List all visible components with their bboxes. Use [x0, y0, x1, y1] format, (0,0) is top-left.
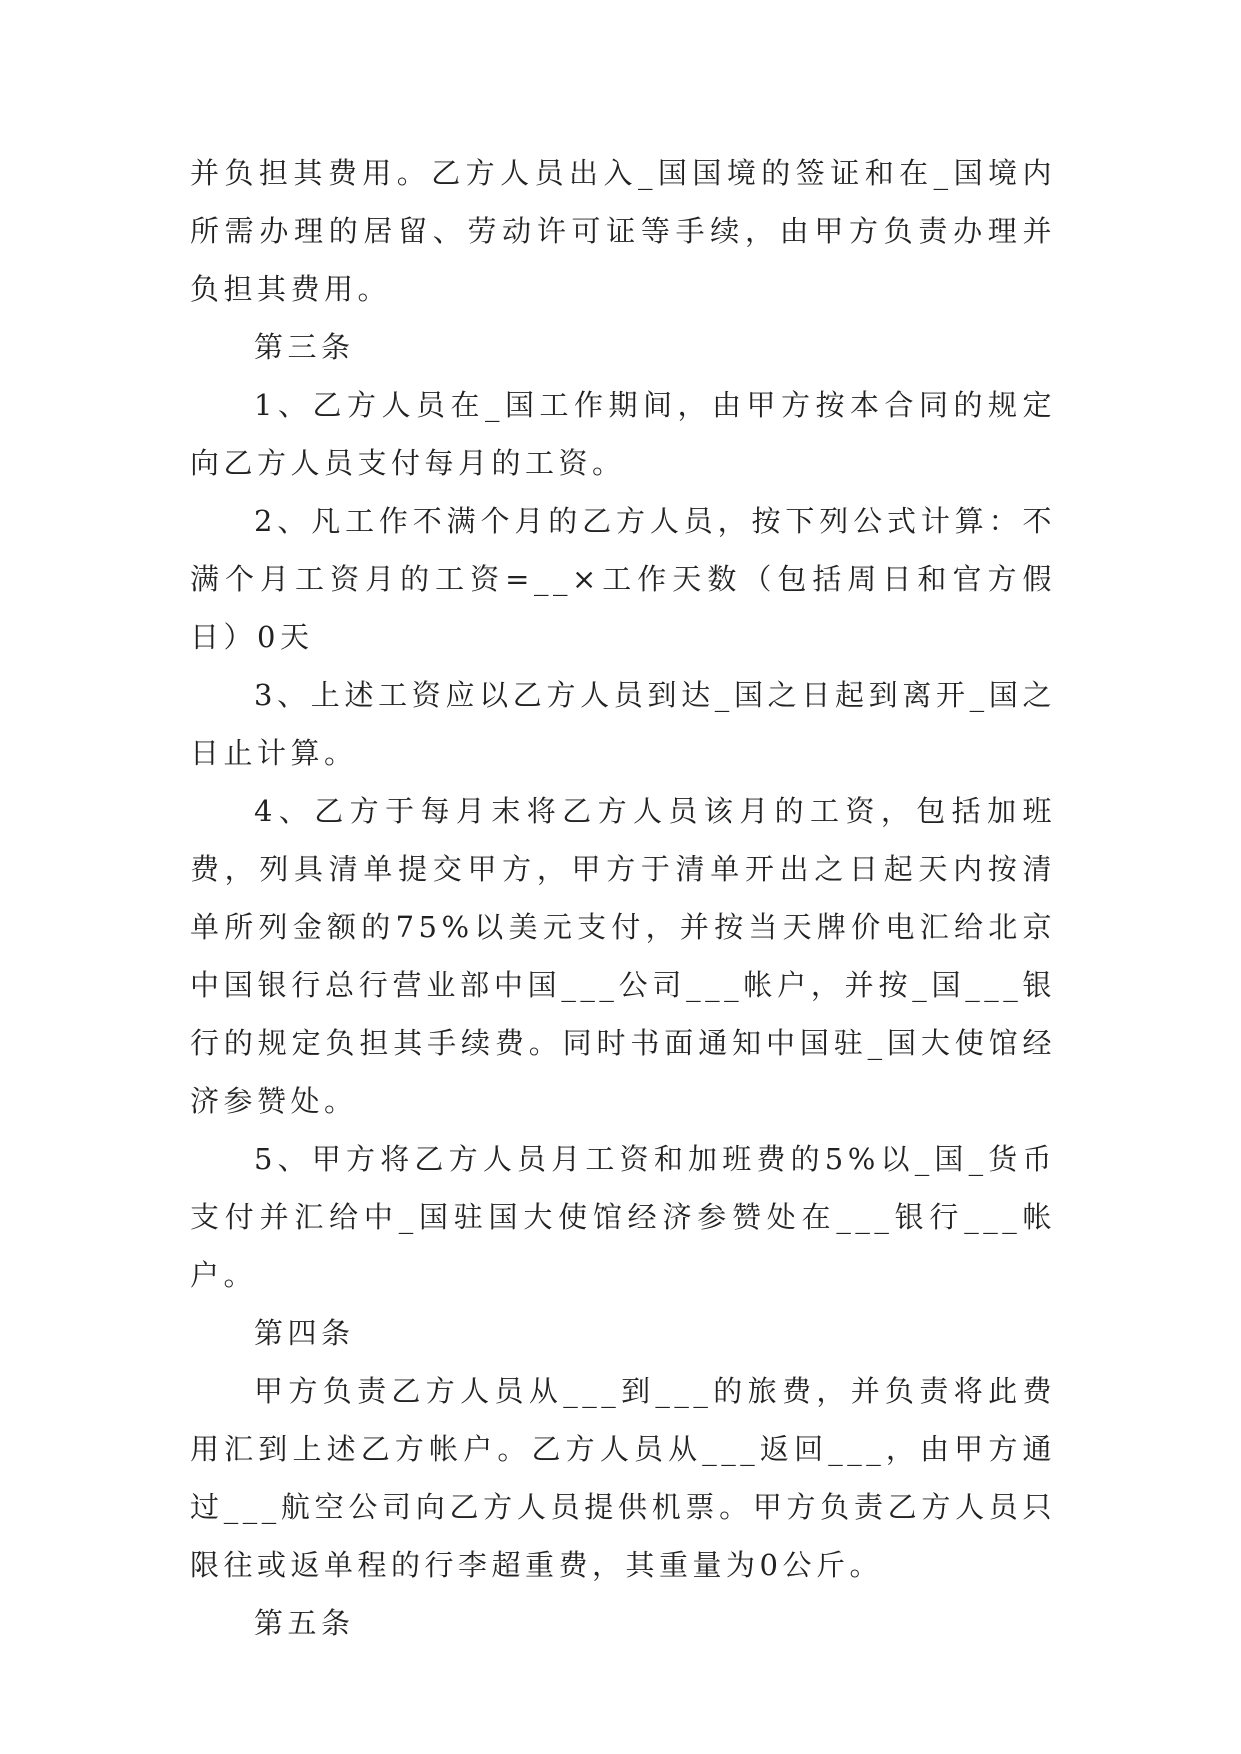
- article-4-heading: 第四条: [254, 1316, 355, 1350]
- article-3-clause-1: 1、乙方人员在_国工作期间，由甲方按本合同的规定向乙方人员支付每月的工资。: [190, 388, 1056, 480]
- article-5-heading: 第五条: [254, 1606, 355, 1640]
- article-4-body: 甲方负责乙方人员从___到___的旅费，并负责将此费用汇到上述乙方帐户。乙方人员从___返回___，由甲方通过___航空公司向乙方人员提供机票。甲方负责乙方人员只限往或返单程的行李超重费，其重量为0公斤。: [190, 1374, 1056, 1582]
- article-3-clause-5: 5、甲方将乙方人员月工资和加班费的5%以_国_货币支付并汇给中_国驻国大使馆经济参赞处在___银行___帐户。: [190, 1142, 1056, 1292]
- article-3-heading: 第三条: [254, 330, 355, 364]
- paragraph-visa-fees: 并负担其费用。乙方人员出入_国国境的签证和在_国境内所需办理的居留、劳动许可证等手续，由甲方负责办理并负担其费用。: [190, 156, 1056, 306]
- document-body: [190, 144, 1056, 1652]
- article-3-clause-4: 4、乙方于每月末将乙方人员该月的工资，包括加班费，列具清单提交甲方，甲方于清单开出之日起天内按清单所列金额的75%以美元支付，并按当天牌价电汇给北京中国银行总行营业部中国___公司___帐户，并按_国___银行的规定负担其手续费。同时书面通知中国驻_国大使馆经济参赞处。: [190, 794, 1056, 1118]
- article-3-clause-3: 3、上述工资应以乙方人员到达_国之日起到离开_国之日止计算。: [190, 678, 1056, 770]
- article-3-clause-2: 2、凡工作不满个月的乙方人员，按下列公式计算：不满个月工资月的工资=__×工作天数（包括周日和官方假日）0天: [190, 504, 1056, 654]
